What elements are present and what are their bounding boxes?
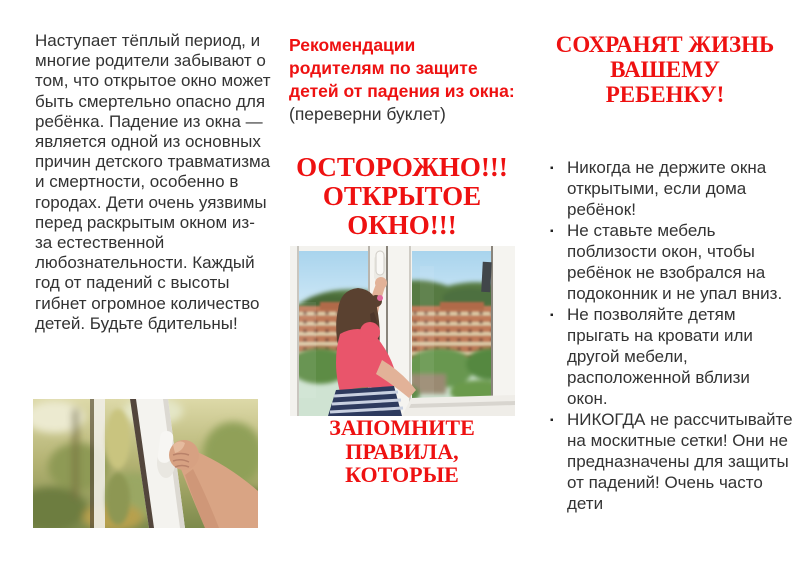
list-item	[550, 304, 795, 409]
square-bullet-icon: ▪	[550, 163, 554, 174]
safety-rules-list	[550, 157, 795, 514]
list-item	[550, 409, 795, 514]
list-item	[550, 157, 795, 220]
square-bullet-icon: ▪	[550, 415, 554, 426]
recommendation-line: Рекомендации	[289, 35, 416, 55]
remember-line: КОТОРЫЕ	[345, 462, 459, 487]
remember-heading	[287, 416, 517, 487]
save-life-line: ВАШЕМУ	[610, 57, 720, 82]
warning-line: ОТКРЫТОЕ	[322, 181, 482, 211]
square-bullet-icon: ▪	[550, 310, 554, 321]
remember-line: ЗАПОМНИТЕ	[329, 415, 475, 440]
recommendation-heading	[289, 34, 529, 126]
recommendation-line: родителям по защите	[289, 58, 478, 78]
save-life-line: РЕБЕНКУ!	[605, 82, 725, 107]
rule-text: Никогда не держите окна открытыми, если дома ребёнок!	[567, 158, 767, 219]
save-life-line: СОХРАНЯТ ЖИЗНЬ	[555, 32, 775, 57]
rule-text: Не ставьте мебель поблизости окон, чтобы ребёнок не взобрался на подоконник и не упал вниз.	[567, 221, 783, 303]
intro-paragraph: Наступает тёплый период, и многие родители забывают о том, что открытое окно может быть смертельно опасно для ребёнка. Падение из окна — является одной из основных причин детского травматизма и смертности, особенно в городах. Дети очень уязвимы перед раскрытым окном из-за естественной любознательности. Каждый год от падений с высоты гибнет огромное количество детей. Будьте бдительны!	[35, 31, 271, 333]
square-bullet-icon: ▪	[550, 226, 554, 237]
warning-heading	[287, 153, 517, 240]
rule-text: НИКОГДА не рассчитывайте на москитные сетки! Они не предназначены для защиты от падений! Очень часто дети	[567, 410, 793, 513]
flip-booklet-note: (переверни буклет)	[289, 104, 446, 124]
child-at-open-window-photo	[290, 246, 515, 416]
rule-text: Не позволяйте детям прыгать на кровати или другой мебели, расположенной вблизи окон.	[567, 305, 753, 408]
warning-line: ОСТОРОЖНО!!!	[296, 152, 508, 182]
remember-line: ПРАВИЛА,	[345, 438, 459, 464]
warning-line: ОКНО!!!	[347, 210, 457, 240]
list-item	[550, 220, 795, 304]
hand-window-illustration	[33, 399, 258, 528]
recommendation-line: детей от падения из окна:	[289, 81, 515, 101]
child-window-illustration	[290, 246, 515, 416]
hand-opening-window-photo	[33, 399, 258, 528]
save-life-heading	[538, 32, 792, 107]
